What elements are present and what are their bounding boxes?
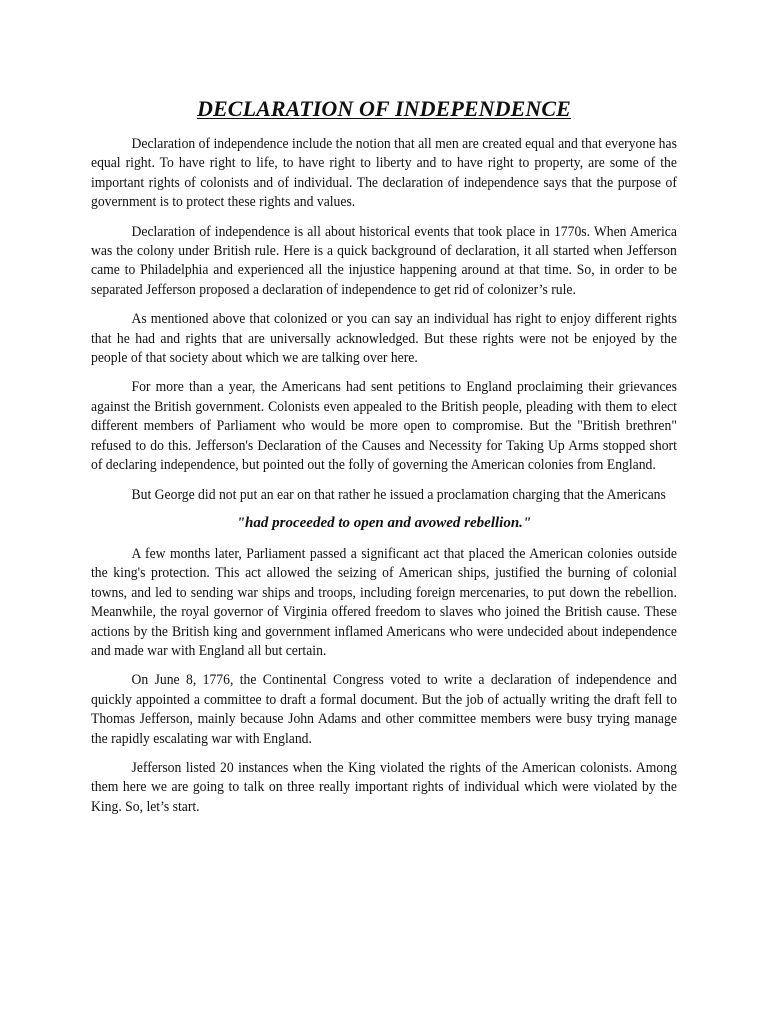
paragraph-8: Jefferson listed 20 instances when the King violated the rights of the American colonists. Among them here we are going to talk on three really important rights of individual which were violated by the King. So, let’s start. [91, 758, 677, 815]
paragraph-4: For more than a year, the Americans had sent petitions to England proclaiming their grievances against the British government. Colonists even appealed to the British people, pleading with them to elect different members of Parliament who would be more open to compromise. But the "British brethren" refused to do this. Jefferson's Declaration of the Causes and Necessity for Taking Up Arms stopped short of declaring independence, but pointed out the folly of governing the American colonies from England. [91, 378, 677, 474]
paragraph-5: But George did not put an ear on that rather he issued a proclamation charging that the Americans [131, 485, 666, 503]
paragraph-3: As mentioned above that colonized or you can say an individual has right to enjoy different rights that he had and rights that are universally acknowledged. But these rights were not be enjoyed by the people of that society about which we are talking over here. [91, 310, 677, 367]
document-page [91, 96, 677, 826]
paragraph-6: A few months later, Parliament passed a significant act that placed the American colonies outside the king's protection. This act allowed the seizing of American ships, justified the burning of colonial towns, and led to sending war ships and troops, including foreign mercenaries, to put down the rebellion. Meanwhile, the royal governor of Virginia offered freedom to slaves who joined the British cause. These actions by the British king and government inflamed Americans who were undecided about independence and made war with England all but certain. [91, 544, 677, 659]
paragraph-1: Declaration of independence include the notion that all men are created equal and that everyone has equal right. To have right to life, to have right to liberty and to have right to property, are some of the important rights of colonists and of individual. The declaration of independence says that the purpose of government is to protect these rights and values. [91, 135, 677, 211]
block-quote: "had proceeded to open and avowed rebellion." [236, 514, 532, 531]
paragraph-7: On June 8, 1776, the Continental Congress voted to write a declaration of independence and quickly appointed a committee to draft a formal document. But the job of actually writing the draft fell to Thomas Jefferson, mainly because John Adams and other committee members were busy trying manage the rapidly escalating war with England. [91, 671, 677, 747]
paragraph-2: Declaration of independence is all about historical events that took place in 1770s. When America was the colony under British rule. Here is a quick background of declaration, it all started when Jefferson came to Philadelphia and experienced all the injustice happening around at that time. So, in order to be separated Jefferson proposed a declaration of independence to get rid of colonizer’s rule. [91, 222, 677, 298]
document-title: DECLARATION OF INDEPENDENCE [197, 96, 571, 121]
